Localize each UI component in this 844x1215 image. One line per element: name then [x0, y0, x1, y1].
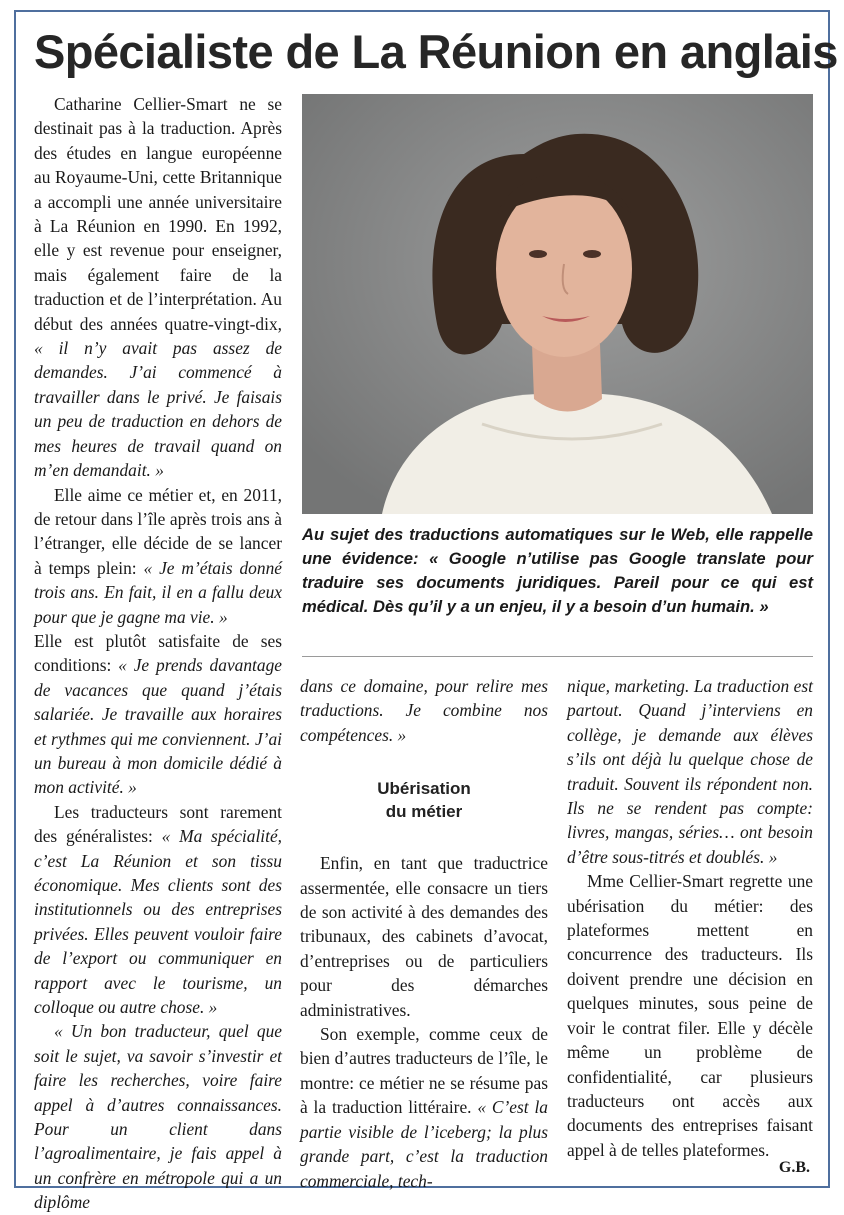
text-column-2	[300, 674, 548, 1193]
paragraph-7-continued	[567, 674, 813, 869]
paragraph-2	[34, 483, 282, 629]
text-column-3	[567, 674, 813, 1162]
paragraph-7	[300, 1022, 548, 1193]
paragraph-8: Mme Cellier-Smart regrette une ubérisation du métier: des plateformes mettent en concurrence des traducteurs. Ils doivent prendre une décision en quelques minutes, sous peine de voir le contrat filer. Elle y décèle même un problème de confidentialité, car plusieurs traducteurs ont accès aux documents des entreprises faisant appel à de telles plateformes.	[567, 871, 813, 1160]
author-signature: G.B.	[778, 1159, 810, 1176]
subheading-line-2: du métier	[385, 802, 463, 822]
quote: dans ce domaine, pour relire mes traductions. Je combine nos compétences. »	[300, 676, 548, 745]
article-headline: Spécialiste de La Réunion en anglais	[34, 25, 838, 78]
paragraph-text: Les traducteurs sont rarement des généralistes:	[34, 801, 282, 847]
portrait-illustration	[302, 94, 813, 514]
portrait-photo	[302, 94, 813, 514]
quote: « Un bon traducteur, quel que soit le sujet, va savoir s’investir et faire les recherches, voire faire appel à d’autres connaissances. Pour un client dans l’agroalimentaire, je fais appel à un confrère en métropole qui a un diplôme	[34, 1021, 282, 1213]
subheading	[300, 777, 548, 823]
paragraph-6: Enfin, en tant que traductrice assermentée, elle consacre un tiers de son activité à des demandes des tribunaux, des cabinets d’avocat, d’entreprises ou de particuliers pour des démarches administratives.	[300, 853, 548, 1020]
paragraph-4	[34, 800, 282, 1020]
quote: « C’est la partie visible de l’iceberg; la plus grande part, c’est la traduction commerciale, tech-	[300, 1097, 548, 1191]
caption-divider	[302, 656, 813, 657]
paragraph-5	[34, 1019, 282, 1214]
quote: « Je m’étais donné trois ans. En fait, il en a fallu deux pour que je gagne ma vie. »	[34, 557, 282, 627]
paragraph-text: Son exemple, comme ceux de bien d’autres traducteurs de l’île, le montre: ce métier ne se résume pas à la traduction littéraire.	[300, 1024, 548, 1118]
subheading-line-1: Ubérisation	[377, 779, 471, 799]
paragraph-text: Catharine Cellier-Smart ne se destinait pas à la traduction. Après des études en langue européenne au Royaume-Uni, cette Britannique a accompli une année universitaire à La Réunion en 1990. En 1992, elle y est revenue pour enseigner, mais également faire de la traduction et de l’interprétation. Au début des années quatre-vingt-dix,	[34, 94, 282, 334]
paragraph-text: Elle aime ce métier et, en 2011, de retour dans l’île après trois ans à l’étranger, elle décide de se lancer à temps plein:	[34, 484, 282, 578]
paragraph-1	[34, 92, 282, 483]
quote: « Ma spécialité, c’est La Réunion et son tissu économique. Mes clients sont des institutionnels ou des entreprises privées. Elles peuvent vouloir faire de l’export ou communiquer en rapport avec le tourisme, un colloque ou autre chose. »	[34, 826, 283, 1018]
paragraph-text: Elle est plutôt satisfaite de ses conditions:	[34, 630, 282, 676]
photo-caption: Au sujet des traductions automatiques sur le Web, elle rappelle une évidence: « Google n’utilise pas Google translate pour traduire ses documents juridiques. Pareil pour ce qui est médical. Dès qu’il y a un enjeu, il y a besoin d’un humain. »	[302, 525, 813, 616]
quote: « Je prends davantage de vacances que quand j’étais salariée. Je travaille aux horaires et rythmes qui me conviennent. J’ai un bureau à mon domicile dédié à mon activité. »	[34, 655, 283, 798]
paragraph-5-continued	[300, 674, 548, 747]
text-column-1	[34, 92, 282, 1215]
quote: nique, marketing. La traduction est partout. Quand j’interviens en collège, je demande aux élèves s’ils ont déjà lu quelque chose de traduit. Souvent ils répondent non. Ils ne se rendent pas compte: livres, mangas, séries… ont besoin d’être sous-titrés et doublés. »	[567, 676, 813, 867]
quote: « il n’y avait pas assez de demandes. J’ai commencé à travailler dans le privé. Je faisais un peu de traduction en dehors de mes heures de travail quand on m’en demandait. »	[34, 338, 282, 481]
paragraph-3	[34, 629, 282, 800]
